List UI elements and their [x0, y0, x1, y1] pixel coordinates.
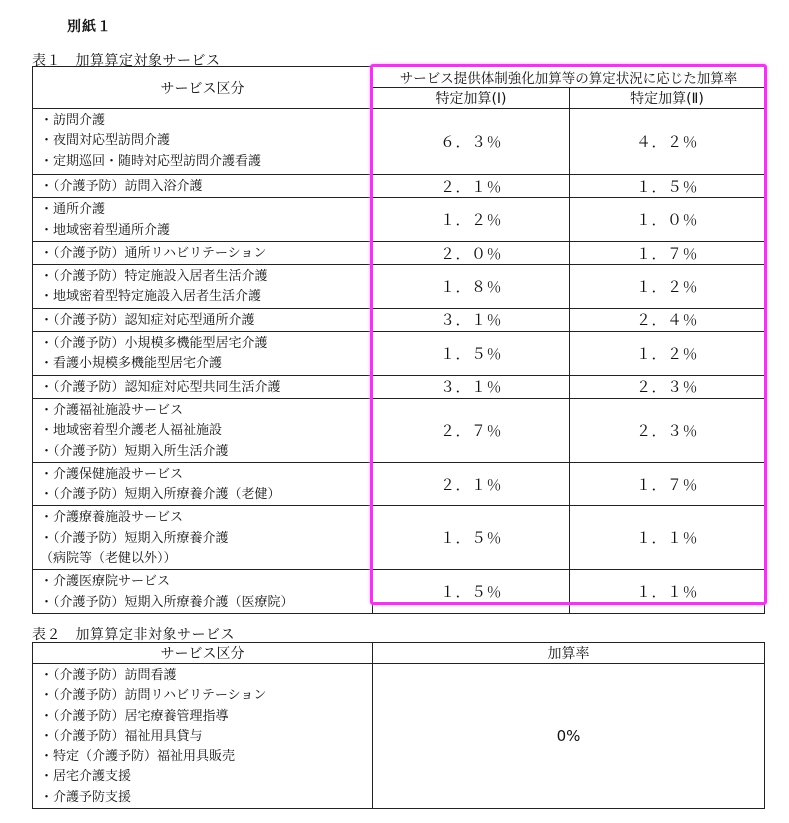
service-name: ・（介護予防）短期入所療養介護（医療院） [40, 594, 294, 610]
service-name: ・（介護予防）訪問入浴介護 [40, 179, 203, 194]
service-cell [33, 462, 373, 506]
service-name: ・（介護予防）短期入所療養介護（老健） [40, 487, 281, 503]
service-name: ・介護保健施設サービス [40, 466, 184, 482]
table1-header-rate-group: サービス提供体制強化加算等の算定状況に応じた加算率 [373, 67, 765, 88]
rate-col1-cell: １．５％ [373, 506, 570, 570]
rate-col1-cell: ２．１％ [373, 175, 570, 198]
attachment-label: 別紙１ [67, 19, 112, 35]
service-name: ・（介護予防）短期入所療養介護 [40, 530, 229, 546]
service-name: ・（介護予防）通所リハビリテーション [40, 245, 267, 261]
rate-col1-cell: ２．１％ [373, 462, 570, 506]
service-name: ・看護小規模多機能型居宅介護 [40, 356, 223, 372]
service-name: ・夜間対応型訪問介護 [40, 133, 171, 149]
table-row [33, 241, 765, 264]
rate-col2-cell: １．５％ [570, 175, 765, 198]
service-name: ・（介護予防）短期入所生活介護 [40, 443, 229, 459]
service-name: ・（介護予防）居宅療養管理指導 [40, 708, 229, 724]
table2-rate: 0% [373, 664, 765, 809]
service-name: ・地域密着型介護老人福祉施設 [40, 423, 223, 439]
rate-col1-cell: ６．３％ [373, 109, 570, 175]
service-cell [33, 506, 373, 570]
table-row [33, 506, 765, 570]
rate-col1-cell: １．５％ [373, 332, 570, 376]
table-row [33, 570, 765, 614]
service-name: ・（介護予防）小規模多機能型居宅介護 [40, 336, 268, 352]
service-name: ・介護福祉施設サービス [40, 402, 184, 418]
table-row [33, 398, 765, 462]
service-cell [33, 265, 373, 309]
service-cell [33, 308, 373, 331]
service-name: ・（介護予防）認知症対応型共同生活介護 [40, 379, 281, 395]
service-cell [33, 332, 373, 376]
table1-header-col1: 特定加算(Ⅰ) [373, 88, 570, 109]
rate-col1-cell: １．８％ [373, 265, 570, 309]
table2-non-eligible-services [32, 642, 765, 809]
table-row [33, 375, 765, 398]
service-name: ・（介護予防）認知症対応型通所介護 [40, 312, 255, 328]
rate-col2-cell: １．７％ [570, 462, 765, 506]
rate-col1-cell: ３．１％ [373, 308, 570, 331]
rate-col1-cell: １．５％ [373, 570, 570, 614]
rate-col2-cell: １．７％ [570, 241, 765, 264]
table2-header-rate: 加算率 [373, 643, 765, 664]
table-row [33, 265, 765, 309]
service-name: ・（介護予防）特定施設入居者生活介護 [40, 269, 268, 285]
table1-eligible-services [32, 66, 765, 614]
rate-col1-cell: ２．０％ [373, 241, 570, 264]
rate-col1-cell: ２．７％ [373, 398, 570, 462]
table-row [33, 462, 765, 506]
service-name: ・地域密着型通所介護 [40, 222, 171, 238]
service-name: ・（介護予防）福祉用具貸与 [40, 728, 203, 744]
table2-caption: 表２ 加算算定非対象サービス [32, 627, 235, 643]
service-name: ・定期巡回・随時対応型訪問介護看護 [40, 153, 262, 169]
service-cell [33, 198, 373, 242]
service-name: ・訪問介護 [40, 113, 106, 128]
table-row [33, 308, 765, 331]
table1-body [33, 109, 765, 614]
table1-header-col2: 特定加算(Ⅱ) [570, 88, 765, 109]
service-cell [33, 175, 373, 198]
table-row [33, 332, 765, 376]
table1-header-service: サービス区分 [33, 67, 373, 109]
service-cell [33, 375, 373, 398]
rate-col1-cell: ３．１％ [373, 375, 570, 398]
rate-col2-cell: １．２％ [570, 265, 765, 309]
table-row [33, 198, 765, 242]
service-name: ・介護療養施設サービス [40, 510, 184, 526]
service-name: ・（介護予防）訪問リハビリテーション [40, 688, 267, 704]
rate-col2-cell: ２．３％ [570, 375, 765, 398]
service-name: ・介護予防支援 [40, 789, 132, 805]
rate-col2-cell: ２．３％ [570, 398, 765, 462]
rate-col1-cell: １．２％ [373, 198, 570, 242]
service-cell [33, 570, 373, 614]
rate-col2-cell: １．２％ [570, 332, 765, 376]
service-name: ・特定（介護予防）福祉用具販売 [40, 749, 236, 765]
table2-service-list [33, 664, 373, 809]
rate-col2-cell: １．０％ [570, 198, 765, 242]
service-cell [33, 398, 373, 462]
service-name: ・（介護予防）訪問看護 [40, 668, 177, 683]
table2-header-service: サービス区分 [33, 643, 373, 664]
table-row [33, 175, 765, 198]
service-name: ・居宅介護支援 [40, 769, 132, 785]
service-name: ・通所介護 [40, 202, 106, 218]
service-cell [33, 241, 373, 264]
rate-col2-cell: ２．４％ [570, 308, 765, 331]
table1-caption: 表１ 加算算定対象サービス [32, 53, 221, 69]
service-name: （病院等（老健以外）） [40, 551, 177, 567]
service-name: ・地域密着型特定施設入居者生活介護 [40, 289, 262, 305]
rate-col2-cell: ４．２％ [570, 109, 765, 175]
rate-col2-cell: １．１％ [570, 506, 765, 570]
rate-col2-cell: １．１％ [570, 570, 765, 614]
table-row [33, 109, 765, 175]
service-cell [33, 109, 373, 175]
service-name: ・介護医療院サービス [40, 574, 171, 590]
